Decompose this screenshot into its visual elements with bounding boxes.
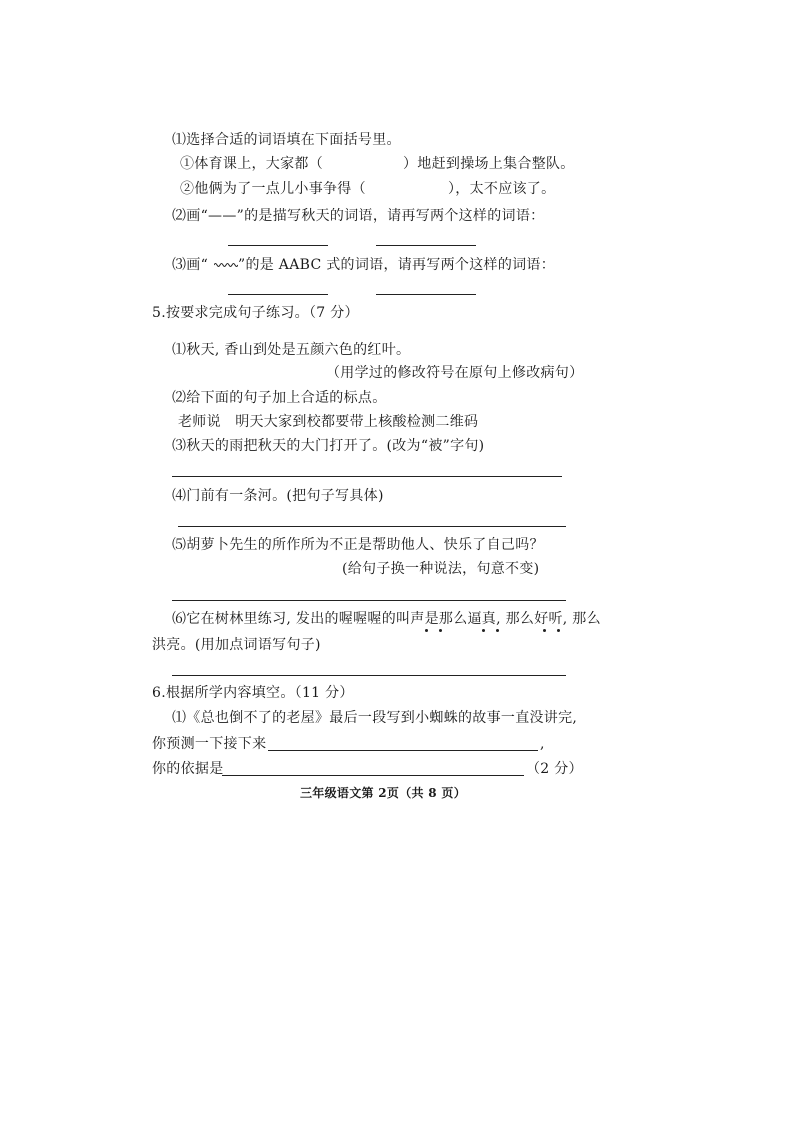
q5-s2: ⑵给下面的句子加上合适的标点。 (172, 390, 387, 406)
emphasis-dot (425, 629, 428, 632)
q4-item1-start: ①体育课上，大家都（ (180, 156, 323, 172)
emphasis-dot (543, 629, 546, 632)
q4-item2-start: ②他俩为了一点儿小事争得（ (180, 181, 366, 197)
q5-s6-line2: 洪亮。(用加点词语写句子) (152, 637, 321, 653)
q4-sub1-instruction: ⑴选择合适的词语填在下面括号里。 (172, 132, 401, 148)
q5-s6-answer-line[interactable] (172, 675, 566, 676)
q6-title: 6.根据所学内容填空。（11 分） (152, 685, 354, 701)
q6-s1-line3-start: 你的依据是 (152, 761, 224, 777)
q6-s1-score: （2 分） (526, 761, 583, 777)
q4-sub3-end: ”的是 AABC 式的词语，请再写两个这样的词语： (238, 257, 556, 273)
emphasis-dot (557, 629, 560, 632)
q5-title: 5.按要求完成句子练习。（7 分） (152, 305, 359, 321)
q5-s4: ⑷门前有一条河。(把句子写具体) (172, 488, 384, 504)
q4-sub3-start: ⑶画“ (172, 257, 209, 273)
q5-s1-note: （用学过的修改符号在原句上修改病句） (326, 365, 584, 381)
q4-sub3-answer-line-2[interactable] (376, 294, 476, 295)
wavy-underline-mark (214, 262, 238, 268)
q6-s1-line2-start: 你预测一下接下来 (152, 736, 267, 752)
q4-sub2-answer-line-1[interactable] (228, 245, 328, 246)
page-footer: 三年级语文第 2页（共 8 页） (300, 786, 467, 800)
emphasis-dot (482, 629, 485, 632)
q5-s4-answer-line[interactable] (178, 526, 566, 527)
q4-item1-end: ）地赶到操场上集合整队。 (403, 156, 575, 172)
q5-s2-sentence: 老师说 明天大家到校都要带上核酸检测二维码 (178, 414, 479, 430)
emphasis-dot (439, 629, 442, 632)
q4-sub3-answer-line-1[interactable] (228, 294, 328, 295)
q4-sub2-answer-line-2[interactable] (376, 245, 476, 246)
emphasis-dot (496, 629, 499, 632)
q4-item2-end: ），太不应该了。 (448, 181, 556, 197)
q5-s3-answer-line[interactable] (172, 476, 562, 477)
q5-s5-answer-line[interactable] (172, 600, 566, 601)
q6-reason-answer-line[interactable] (222, 775, 524, 776)
q5-s5-note: (给句子换一种说法，句意不变) (342, 561, 540, 577)
q6-s1-line1: ⑴《总也倒不了的老屋》最后一段写到小蜘蛛的故事一直没讲完, (172, 710, 578, 726)
q6-prediction-answer-line[interactable] (268, 750, 538, 751)
q5-s6-line1: ⑹它在树林里练习, 发出的喔喔喔的叫声是那么逼真, 那么好听, 那么 (172, 611, 601, 627)
q4-sub2-instruction: ⑵画“——”的是描写秋天的词语，请再写两个这样的词语： (172, 208, 545, 224)
q5-s5: ⑸胡萝卜先生的所作所为不正是帮助他人、快乐了自己吗？ (172, 537, 544, 553)
q5-s1: ⑴秋天, 香山到处是五颜六色的红叶。 (172, 342, 411, 358)
q5-s3: ⑶秋天的雨把秋天的大门打开了。(改为“被”字句) (172, 438, 485, 454)
q6-s1-line2-end: , (540, 736, 545, 752)
